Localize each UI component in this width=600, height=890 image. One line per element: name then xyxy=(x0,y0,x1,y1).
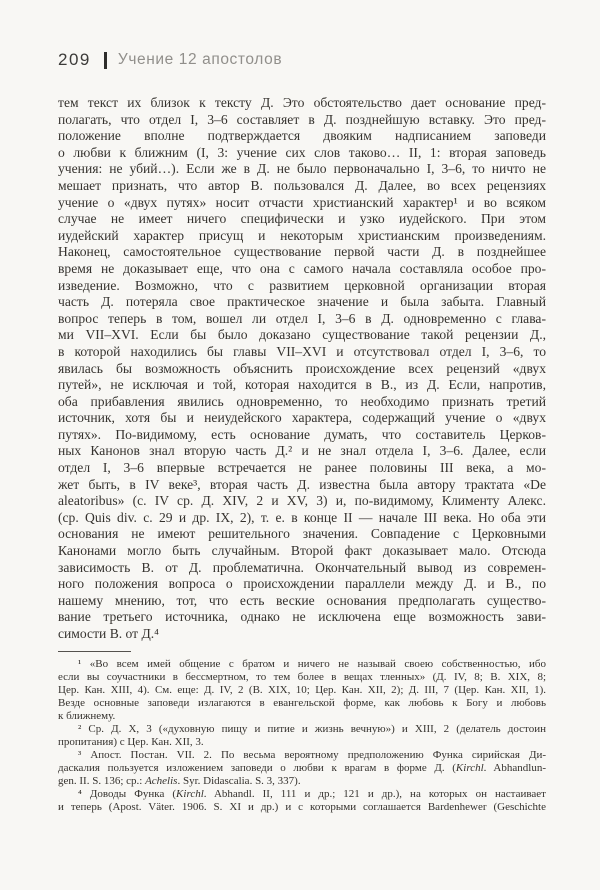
body-line: Канонами могло быть случайным. Второй факт доказывает мало. Отсюда xyxy=(58,543,546,559)
body-line: время не доказывает еще, что она с самого начала составляла особое про- xyxy=(58,260,546,276)
body-line: иудейский характер присущ и некоторым христианским произведениям. xyxy=(58,227,546,243)
page-number: 209 xyxy=(58,50,91,69)
body-line: учение о «двух путях» носит отчасти христианский характер¹ и во всяком xyxy=(58,194,546,210)
footnote-line: к ближнему. xyxy=(58,710,116,722)
body-line: часть Д. потеряла свое практическое значение и была забыта. Главный xyxy=(58,294,546,310)
body-line: ного положения вопроса о происхождении параллели между Д. и В., по xyxy=(58,576,546,592)
body-line: (ср. Quis div. с. 29 и др. IX, 2), т. е. в конце II — начале III века. Но оба эти xyxy=(58,509,546,525)
body-line: Наконец, самостоятельное существование первой части Д. в позднейшее xyxy=(58,244,546,260)
body-line: ных Канонов знал вторую часть Д.² и не знал отдела I, 3–6. Далее, если xyxy=(58,443,546,459)
footnote-line: пропитания) с Цер. Кан. XII, 3. xyxy=(58,736,204,748)
body-line: основания не имеют решительного значения. Совпадение с Церковными xyxy=(58,526,546,542)
body-line: оба прибавления явились одновременно, то необходимо признать третий xyxy=(58,393,546,409)
footnote-line: даскалия пользуется изложением заповеди о любви к врагам в форме Д. (Kirchl. Abhandlun- xyxy=(58,762,546,774)
footnote-line: ¹ «Во всем имей общение с братом и ничего не называй своею собственностью, ибо xyxy=(78,658,546,670)
body-line: полагать, что отдел I, 3–6 составляет в Д. позднейшую вставку. Это пред- xyxy=(58,111,546,127)
running-title: Учение 12 апостолов xyxy=(117,51,283,68)
body-line: случае не имеет ничего специфически и узко иудейского. При этом xyxy=(58,211,546,227)
body-line: мешает признать, что автор В. пользовался Д. Далее, во всех рецензиях xyxy=(58,177,546,193)
body-line: отдел I, 3–6 впервые встречается не ранее половины III века, а мо- xyxy=(58,460,546,476)
body-line: явилась бы возможность объяснить происхождение всех рецензий «двух xyxy=(58,360,546,376)
footnote-line: gen. II. S. 136; ср.: Achelis. Syr. Didascalia. S. 3, 337). xyxy=(58,775,301,787)
footnote-line: Цер. Кан. XIII, 4). См. еще: Д. IV, 2 (В. XIX, 10; Цер. Кан. XII, 2); Д. III, 7 (Цер. Кан. XII, 1). xyxy=(58,684,546,696)
footnote-line: ³ Апост. Постан. VII. 2. По весьма вероятному предположению Функа сирийская Ди- xyxy=(78,749,546,761)
footnote-line: ⁴ Доводы Функа (Kirchl. Abhandl. II, 111 и др.; 121 и др.), на которых он настаивает xyxy=(78,788,546,800)
footnote-line: Везде основные заповеди излагаются в евангельской форме, как любовь к Богу и любовь xyxy=(58,697,546,709)
body-line: вопрос теперь в том, вошел ли отдел I, 3–6 в Д. одновременно с глава- xyxy=(58,310,546,326)
running-header xyxy=(58,50,282,70)
footnote-line: ² Ср. Д. X, 3 («духовную пищу и питие и жизнь вечную») и XIII, 2 (делатель достоин xyxy=(78,723,546,735)
body-line: в которой находились бы главы VII–XVI и отсутствовал отдел I, 3–6, то xyxy=(58,343,546,359)
body-line: о любви к ближним (I, 3: учение сих слов таково… II, 1: вторая заповедь xyxy=(58,144,546,160)
body-line: ми VII–XVI. Если бы было доказано существование такой рецензии Д., xyxy=(58,327,546,343)
footnotes xyxy=(58,658,546,814)
body-text xyxy=(58,95,546,643)
body-line: путей», не исключая и той, которая находится в В., из Д. Если, напротив, xyxy=(58,377,546,393)
body-line: путях». По-видимому, есть основание думать, что составитель Церков- xyxy=(58,426,546,442)
body-line: источник, хотя бы и неиудейского характера, содержащий учение о «двух xyxy=(58,410,546,426)
body-line: aleatoribus» (с. IV ср. Д. XIV, 2 и XV, 3) и, по-видимому, Клименту Алекс. xyxy=(58,493,546,509)
body-line: жет быть, в IV веке³, вторая часть Д. известна была автору трактата «De xyxy=(58,476,546,492)
footnote-line: и теперь (Apost. Väter. 1906. S. XI и др.) и с которыми соглашается Bardenhewer (Geschichte xyxy=(58,801,546,813)
body-line: симости В. от Д.⁴ xyxy=(58,626,159,641)
body-line: нашему мнению, тот, что есть веские основания предполагать существо- xyxy=(58,592,546,608)
body-line: изведение. Возможно, что с развитием церковной организации вторая xyxy=(58,277,546,293)
body-line: зависимость В. от Д. проблематична. Окончательный вывод из современ- xyxy=(58,559,546,575)
header-divider xyxy=(104,52,107,69)
body-line: положение вполне подтверждается двояким надписанием заповеди xyxy=(58,128,546,144)
body-line: учения: не убий…). Если же в Д. не было первоначально I, 3–6, то ничто не xyxy=(58,161,546,177)
footnote-line: если вы соучастники в бессмертном, то тем более в вещах тленных» (Д. IV, 8; В. XIX, 8; xyxy=(58,671,546,683)
footnote-separator-rule xyxy=(58,651,131,652)
body-line: тем текст их близок к тексту Д. Это обстоятельство дает основание пред- xyxy=(58,95,546,110)
body-line: вание третьего источника, однако не исключена еще возможность зави- xyxy=(58,609,546,625)
